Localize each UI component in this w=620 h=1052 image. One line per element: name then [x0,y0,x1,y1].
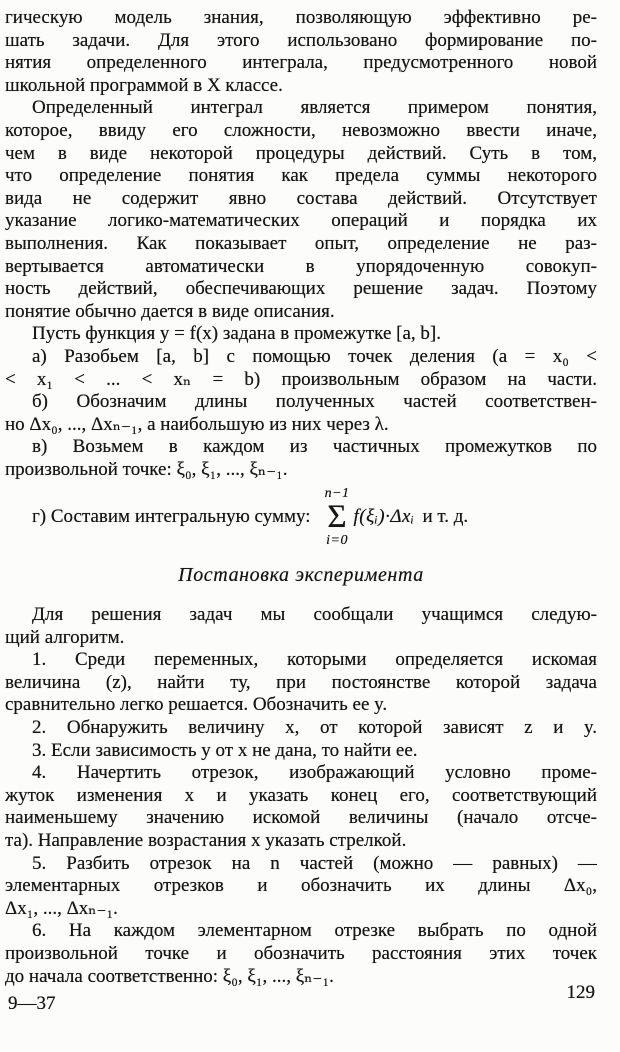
text-line: наименьшему значению искомой величины (начало отсче- [5,807,597,829]
text-line: 6. На каждом элементарном отрезке выбрать по одной [32,920,597,942]
text-line: но Δx₀, ..., Δxₙ₋₁, а наибольшую из них через λ. [5,413,389,435]
text-line: та). Направление возрастания x указать стрелкой. [5,830,407,851]
text-line: школьной программой в X классе. [5,74,283,96]
text-line: Δx₁, ..., Δxₙ₋₁. [5,897,118,919]
text-line: 5. Разбить отрезок на n частей (можно — равных) — [32,852,597,874]
paragraph-lines-top [5,7,597,481]
sigma-symbol: Σ [327,499,347,536]
paragraph-lines-bottom [5,604,597,988]
text-line: элементарных отрезков и обозначить их длины Δx₀, [5,875,597,897]
text-line: вертывается автоматически в упорядоченную совокуп- [5,255,597,277]
text-line: < x₁ < ... < xₙ = b) произвольным образом на части. [5,368,597,390]
text-line: произвольной точке и обозначить расстояния этих точек [5,942,597,964]
sum-upper-limit: n−1 [324,486,350,502]
text-line: сравнительно легко решается. Обозначить ее y. [5,694,388,716]
text-line: чем в виде некоторой процедуры действий. Суть в том, [5,142,597,164]
text-line: шать задачи. Для этого использовано формирование по- [5,29,597,51]
sum-lower-limit: i=0 [326,533,348,549]
text-line: нятия определенного интеграла, предусмотренного новой [5,52,597,74]
text-line: щий алгоритм. [5,626,125,648]
text-line: Пусть функция y = f(x) задана в промежутке [a, b]. [32,323,441,345]
text-line: которое, ввиду его сложности, невозможно ввести иначе, [5,119,597,141]
body-text [5,7,597,988]
formula-terms: f(ξᵢ)·Δxᵢ [353,506,415,528]
text-line: понятие обычно дается в виде описания. [5,300,335,322]
text-line: 4. Начертить отрезок, изображающий условно проме- [32,762,597,784]
text-line: гическую модель знания, позволяющую эффективно ре- [5,7,597,28]
integral-sum-formula [5,484,597,550]
formula-prefix: г) Составим интегральную сумму: [32,506,311,528]
text-line: а) Разобьем [a, b] с помощью точек деления (a = x₀ < [32,345,597,367]
text-line: выполнения. Как показывает опыт, определение не раз- [5,232,597,254]
text-line: 1. Среди переменных, которыми определяется искомая [32,649,597,671]
text-line: Для решения задач мы сообщали учащимся следую- [32,604,597,626]
text-line: указание логико-математических операций и порядка их [5,210,597,232]
text-line: жуток изменения x и указать конец его, соответствующий [5,784,597,806]
section-heading: Постановка эксперимента [178,564,424,587]
text-line: вида не содержит явно состава действий. Отсутствует [5,187,597,209]
signature-mark: 9—37 [8,993,56,1014]
text-line: б) Обозначим длины полученных частей соответствен- [32,391,597,413]
text-line: Определенный интеграл является примером понятия, [32,97,597,119]
text-line: в) Возьмем в каждом из частичных промежутков по [32,436,597,458]
formula-tail-text: и т. д. [422,506,469,528]
text-line: величина (z), найти ту, при постоянстве которой задача [5,671,597,693]
summation [325,486,350,548]
text-line: ность действий, обеспечивающих решение задач. Поэтому [5,278,597,300]
text-line: произвольной точке: ξ₀, ξ₁, ..., ξₙ₋₁. [5,458,288,480]
text-line: 2. Обнаружить величину x, от которой зависят z и y. [32,717,597,739]
page-number: 129 [566,982,595,1003]
text-line: до начала соответственно: ξ₀, ξ₁, ..., ξₙ₋₁. [5,965,334,987]
text-line: что определение понятия как предела суммы некоторого [5,165,597,187]
text-line: 3. Если зависимость y от x не дана, то найти ее. [32,739,418,761]
